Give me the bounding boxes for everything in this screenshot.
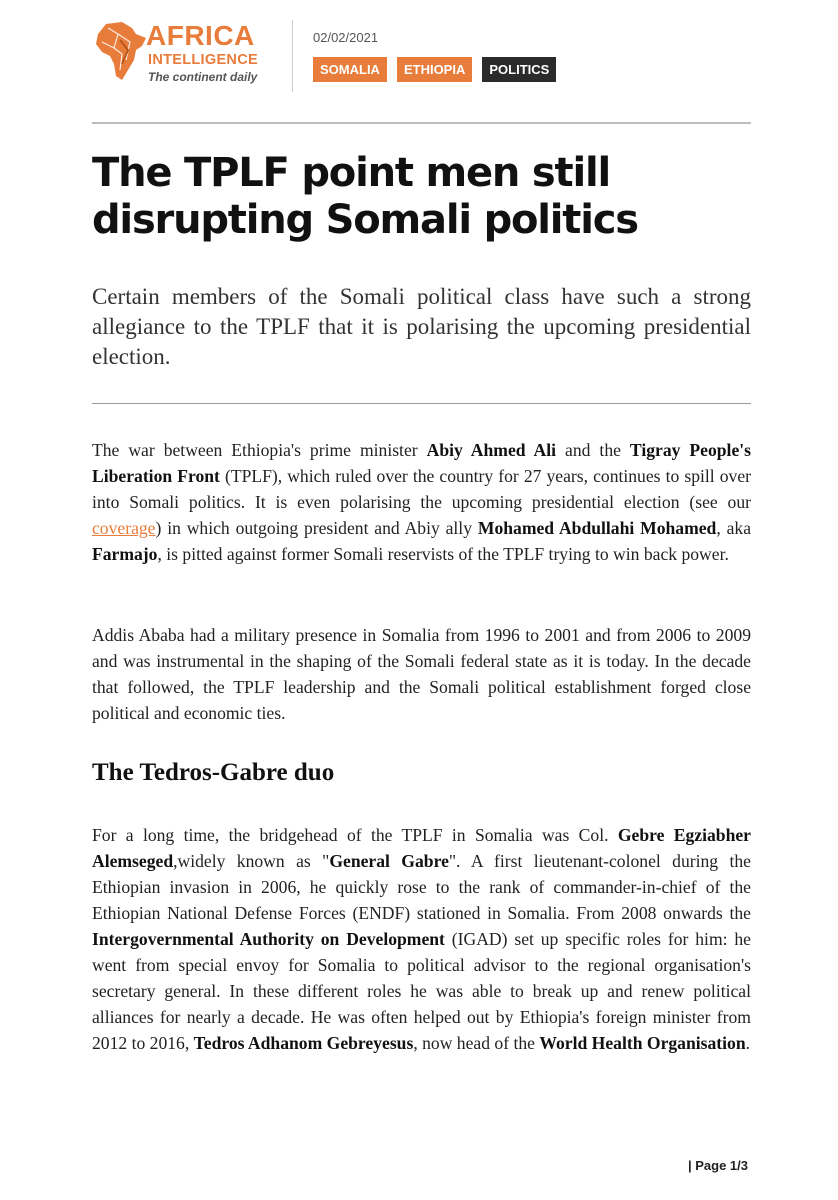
paragraph-3 bbox=[92, 822, 751, 1056]
p1-text-6: , is pitted against former Somali reservists of the TPLF trying to win back power. bbox=[157, 544, 729, 564]
section-heading: The Tedros-Gabre duo bbox=[92, 759, 335, 786]
africa-map-icon bbox=[92, 20, 148, 84]
p3-text-3: ". A first lieutenant-colonel during the Ethiopian invasion in 2006, he quickly rose to the rank of commander-in-chief of the Ethiopian National Defense Forces (ENDF) stationed in Somalia. From 2008 onwards the bbox=[92, 851, 751, 923]
page-number: | Page 1/3 bbox=[688, 1158, 749, 1173]
lead-rule bbox=[92, 403, 751, 404]
p1-text-2: and the bbox=[556, 440, 630, 460]
logo-brand: AFRICA bbox=[146, 20, 255, 51]
person-farmajo: Farmajo bbox=[92, 544, 158, 564]
header-rule bbox=[92, 122, 751, 124]
org-tplf: Tigray People's Liberation Front bbox=[92, 440, 751, 486]
paragraph-1 bbox=[92, 437, 751, 567]
paragraph-2: Addis Ababa had a military presence in Somalia from 1996 to 2001 and from 2006 to 2009 and was instrumental in the shaping of the Somali federal state as it is today. In the decade that followed, the TPLF leadership and the Somali political establishment forged close political and economic ties. bbox=[92, 625, 751, 723]
tag-politics[interactable]: POLITICS bbox=[482, 57, 556, 82]
p1-text-1: The war between Ethiopia's prime minister bbox=[92, 440, 427, 460]
p1-text-3: (TPLF), which ruled over the country for 27 years, continues to spill over into Somali politics. It is even polarising the upcoming presidential election (see our bbox=[92, 466, 751, 512]
p3-text-4: (IGAD) set up specific roles for him: he went from special envoy for Somalia to political advisor to the regional organisation's secretary general. In these different roles he was able to break up and renew political alliances for nearly a decade. He was often helped out by Ethiopia's foreign minister from 2012 to 2016, bbox=[92, 929, 751, 1053]
coverage-link[interactable]: coverage bbox=[92, 518, 156, 538]
p3-text-6: . bbox=[745, 1033, 751, 1053]
person-abiy-ahmed-ali: Abiy Ahmed Ali bbox=[426, 440, 557, 460]
p3-text-2: ,widely known as " bbox=[173, 851, 330, 871]
publication-date: 02/02/2021 bbox=[313, 30, 379, 45]
person-mohamed-abdullahi-mohamed: Mohamed Abdullahi Mohamed bbox=[477, 518, 717, 538]
org-who: World Health Organisation bbox=[539, 1033, 746, 1053]
logo-subbrand: INTELLIGENCE bbox=[148, 52, 258, 68]
person-tedros-adhanom: Tedros Adhanom Gebreyesus bbox=[193, 1033, 414, 1053]
article-lead: Certain members of the Somali political class have such a strong allegiance to the TPLF that it is polarising the upcoming presidential election. bbox=[92, 284, 751, 369]
topic-tags bbox=[313, 57, 556, 82]
org-igad: Intergovernmental Authority on Development bbox=[92, 929, 445, 949]
p1-text-4: ) in which outgoing president and Abiy ally bbox=[155, 518, 478, 538]
person-gebre-egziabher-alemseged: Gebre Egziabher Alemseged bbox=[92, 825, 751, 871]
logo-tagline: The continent daily bbox=[148, 70, 258, 84]
tag-ethiopia[interactable]: ETHIOPIA bbox=[397, 57, 472, 82]
p3-text-5: , now head of the bbox=[413, 1033, 540, 1053]
p1-text-5: , aka bbox=[716, 518, 752, 538]
header-divider bbox=[292, 20, 293, 92]
tag-somalia[interactable]: SOMALIA bbox=[313, 57, 387, 82]
person-general-gabre: General Gabre bbox=[329, 851, 449, 871]
africa-intelligence-logo[interactable] bbox=[92, 16, 272, 88]
article-title: The TPLF point men still disrupting Somali politics bbox=[92, 150, 638, 243]
p3-text-1: For a long time, the bridgehead of the TPLF in Somalia was Col. bbox=[92, 825, 618, 845]
